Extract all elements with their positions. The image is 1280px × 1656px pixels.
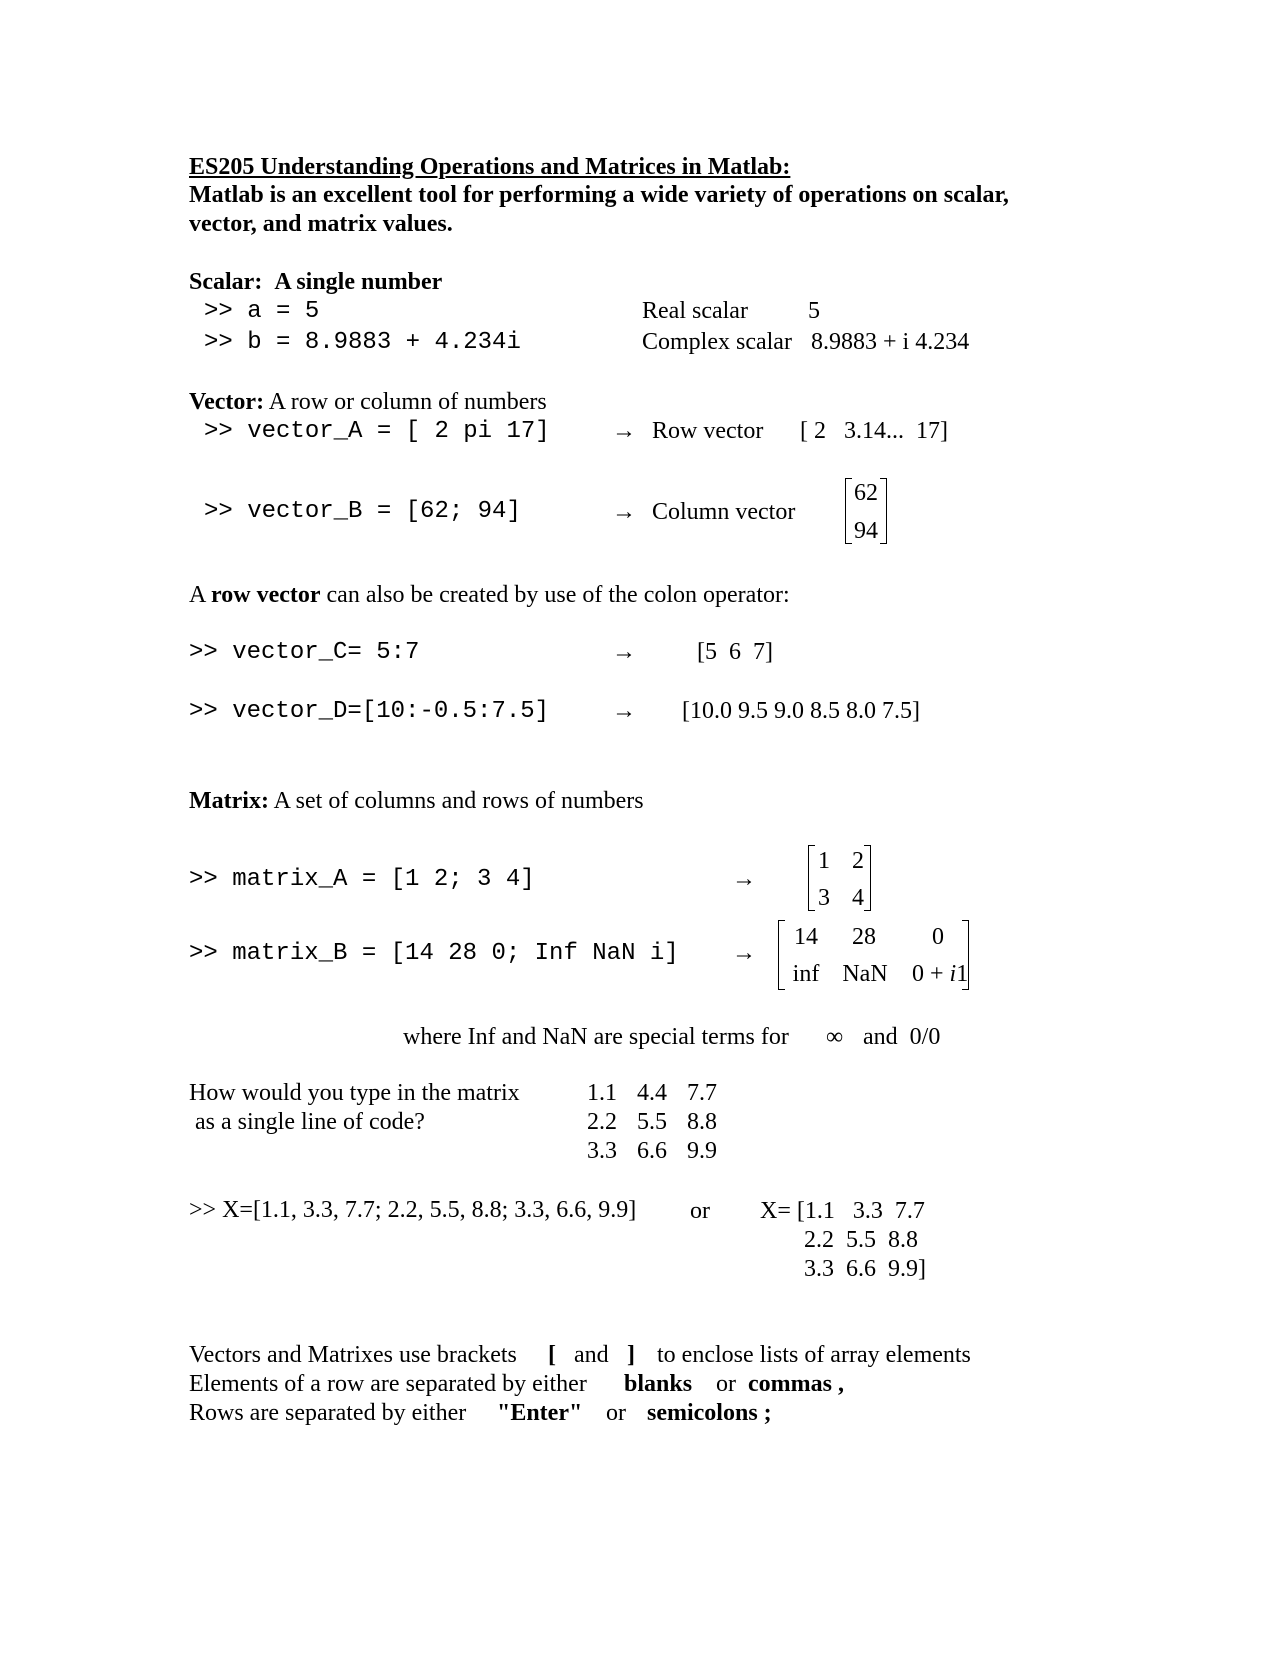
- rule-1-open-bracket: [: [548, 1342, 556, 1368]
- arrow-right-icon: →: [612, 639, 636, 665]
- vector-d-code: >> vector_D=[10:-0.5:7.5]: [189, 698, 550, 725]
- intro-line-2: vector, and matrix values.: [189, 211, 453, 237]
- question-line-2: as a single line of code?: [195, 1109, 425, 1135]
- question-matrix-cell: 9.9: [687, 1138, 717, 1164]
- rule-1-text: Vectors and Matrixes use brackets: [189, 1342, 517, 1368]
- rule-2-commas: commas ,: [748, 1371, 844, 1397]
- answer-code: >> X=[1.1, 3.3, 7.7; 2.2, 5.5, 8.8; 3.3, 6.6, 9.9]: [189, 1197, 637, 1223]
- matrix-b-cell: inf: [792, 961, 820, 987]
- rule-3-text: Rows are separated by either: [189, 1400, 467, 1426]
- row-vector-value: [ 2 3.14... 17]: [800, 418, 948, 444]
- colon-text-bold: row vector: [211, 582, 321, 608]
- question-matrix-cell: 3.3: [587, 1138, 617, 1164]
- scalar-heading: [189, 270, 442, 294]
- answer-alt-line: 2.2 5.5 8.8: [804, 1227, 918, 1253]
- question-matrix-cell: 2.2: [587, 1109, 617, 1135]
- colon-text-b: can also be created by use of the colon operator:: [320, 582, 790, 608]
- rule-2-text: Elements of a row are separated by either: [189, 1371, 587, 1397]
- rule-line-1: [189, 1342, 971, 1368]
- matrix-b-cell: NaN: [842, 961, 888, 987]
- rule-1-close-bracket: ]: [627, 1342, 635, 1368]
- arrow-right-icon: →: [732, 866, 756, 892]
- vector-heading: [189, 390, 547, 414]
- answer-alt-line: X= [1.1 3.3 7.7: [760, 1198, 925, 1224]
- question-matrix-cell: 4.4: [637, 1080, 667, 1106]
- rule-3-semicolons: semicolons ;: [647, 1400, 772, 1426]
- colon-text-a: A: [189, 582, 212, 608]
- matrix-b-cell-prefix: 0 +: [912, 961, 950, 987]
- question-matrix-cell: 8.8: [687, 1109, 717, 1135]
- colon-operator-text: [189, 583, 790, 607]
- scalar-heading-label: Scalar:: [189, 269, 263, 295]
- rule-1-end: to enclose lists of array elements: [657, 1342, 971, 1368]
- rule-1-and: and: [574, 1342, 609, 1368]
- question-matrix-cell: 7.7: [687, 1080, 717, 1106]
- scalar-code-b: >> b = 8.9883 + 4.234i: [204, 329, 521, 356]
- vector-a-code: >> vector_A = [ 2 pi 17]: [204, 418, 550, 445]
- vector-c-code: >> vector_C= 5:7: [189, 639, 420, 666]
- vector-heading-label: Vector:: [189, 389, 265, 415]
- scalar-heading-desc: A single number: [274, 269, 443, 295]
- rule-line-2: [189, 1371, 844, 1397]
- intro-line-1: Matlab is an excellent tool for performing a wide variety of operations on scalar,: [189, 182, 1009, 208]
- matrix-b-cell-complex: [912, 962, 968, 986]
- real-scalar-label: Real scalar: [642, 298, 748, 324]
- rule-line-3: [189, 1400, 772, 1426]
- matrix-b-code: >> matrix_B = [14 28 0; Inf NaN i]: [189, 940, 679, 967]
- rule-3-or: or: [606, 1400, 626, 1426]
- question-line-1: How would you type in the matrix: [189, 1080, 520, 1106]
- matrix-heading-label: Matrix:: [189, 788, 269, 814]
- vector-b-code: >> vector_B = [62; 94]: [204, 498, 521, 525]
- matrix-b-cell: 0: [932, 924, 944, 950]
- complex-scalar-value: 8.9883 + i 4.234: [811, 329, 970, 355]
- question-matrix-cell: 1.1: [587, 1080, 617, 1106]
- arrow-right-icon: →: [732, 940, 756, 966]
- matrix-b-cell: 14: [794, 924, 818, 950]
- vector-d-result: [10.0 9.5 9.0 8.5 8.0 7.5]: [682, 698, 920, 724]
- matrix-b-cell: 28: [852, 924, 876, 950]
- column-vector-label: Column vector: [652, 499, 796, 525]
- arrow-right-icon: →: [612, 499, 636, 525]
- matrix-a-cell: 1: [818, 848, 830, 874]
- question-matrix-cell: 6.6: [637, 1138, 667, 1164]
- question-matrix-cell: 5.5: [637, 1109, 667, 1135]
- matrix-a-cell: 2: [852, 848, 864, 874]
- rule-2-or: or: [716, 1371, 736, 1397]
- matrix-heading: [189, 789, 644, 813]
- answer-or: or: [690, 1198, 710, 1224]
- infinity-symbol: ∞: [826, 1024, 844, 1050]
- rule-3-enter: "Enter": [497, 1400, 583, 1426]
- special-terms-note-end: and 0/0: [863, 1024, 941, 1050]
- matrix-a-cell: 4: [852, 885, 864, 911]
- matrix-heading-desc: A set of columns and rows of numbers: [268, 788, 644, 814]
- answer-alt-line: 3.3 6.6 9.9]: [804, 1256, 926, 1282]
- matrix-b-cell-italic: i: [949, 961, 957, 987]
- row-vector-label: Row vector: [652, 418, 764, 444]
- matrix-a-cell: 3: [818, 885, 830, 911]
- matrix-b-cell-suffix: 1: [956, 961, 969, 987]
- vector-heading-desc: A row or column of numbers: [264, 389, 547, 415]
- column-vector-left-bracket: [845, 478, 852, 544]
- column-vector-entry: 94: [854, 518, 878, 544]
- real-scalar-value: 5: [808, 298, 820, 324]
- matrix-a-code: >> matrix_A = [1 2; 3 4]: [189, 866, 535, 893]
- column-vector-right-bracket: [880, 478, 887, 544]
- column-vector-entry: 62: [854, 480, 878, 506]
- complex-scalar-label: Complex scalar: [642, 329, 792, 355]
- arrow-right-icon: →: [612, 698, 636, 724]
- page-title: ES205 Understanding Operations and Matrices in Matlab:: [189, 154, 791, 180]
- rule-2-blanks: blanks: [624, 1371, 693, 1397]
- arrow-right-icon: →: [612, 418, 636, 444]
- vector-c-result: [5 6 7]: [697, 639, 773, 665]
- special-terms-note: where Inf and NaN are special terms for: [403, 1024, 789, 1050]
- scalar-code-a: >> a = 5: [204, 298, 320, 325]
